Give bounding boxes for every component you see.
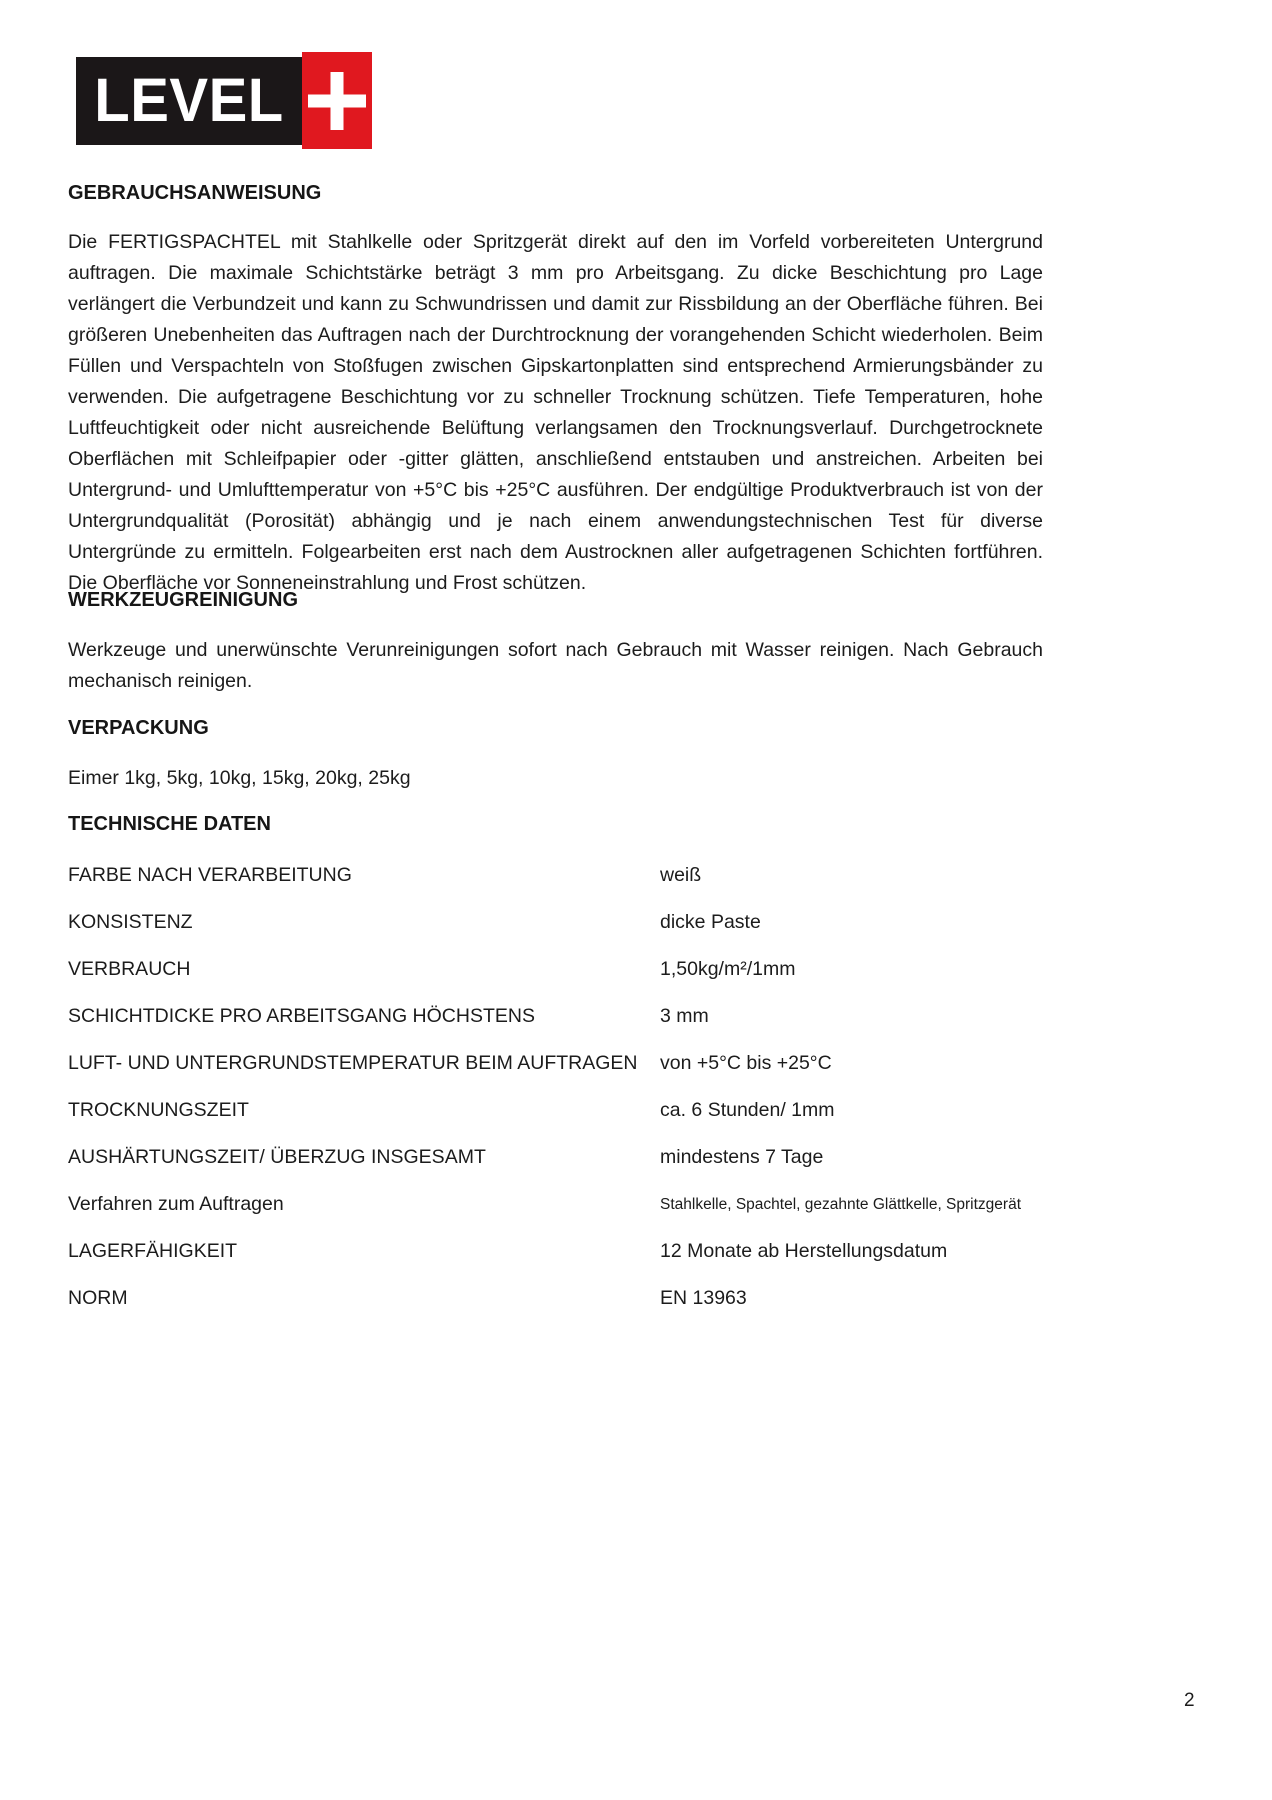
table-row [68, 946, 1043, 993]
section-heading-werkzeugreinigung: WERKZEUGREINIGUNG [68, 589, 298, 611]
logo-black-box [76, 57, 302, 145]
table-row-value: mindestens 7 Tage [660, 1146, 824, 1168]
table-row-label: VERBRAUCH [68, 958, 191, 980]
table-row-label: TROCKNUNGSZEIT [68, 1099, 249, 1121]
table-row [68, 852, 1043, 899]
table-row-label: NORM [68, 1287, 128, 1309]
level-plus-logo [76, 52, 372, 149]
table-row-label: SCHICHTDICKE PRO ARBEITSGANG HÖCHSTENS [68, 1005, 535, 1027]
table-row-label: KONSISTENZ [68, 911, 193, 933]
table-row-value: 12 Monate ab Herstellungsdatum [660, 1240, 948, 1262]
technical-data-table [68, 852, 1043, 1322]
table-row-value: 3 mm [660, 1005, 709, 1027]
table-row [68, 1040, 1043, 1087]
table-row-value: Stahlkelle, Spachtel, gezahnte Glättkelle, Spritzgerät [660, 1195, 1022, 1213]
table-row [68, 993, 1043, 1040]
page-number: 2 [1184, 1690, 1195, 1711]
table-row [68, 1087, 1043, 1134]
plus-icon [302, 52, 372, 149]
table-row [68, 1181, 1043, 1228]
section-heading-gebrauchsanweisung: GEBRAUCHSANWEISUNG [68, 182, 322, 204]
table-row-value: ca. 6 Stunden/ 1mm [660, 1099, 835, 1121]
table-row [68, 1134, 1043, 1181]
table-row [68, 1275, 1043, 1322]
table-row-value: EN 13963 [660, 1287, 747, 1309]
table-row-label: LUFT- UND UNTERGRUNDSTEMPERATUR BEIM AUFTRAGEN [68, 1052, 638, 1074]
table-row [68, 1228, 1043, 1275]
table-row-value: von +5°C bis +25°C [660, 1052, 832, 1074]
logo-text: LEVEL [94, 65, 284, 135]
section-heading-verpackung: VERPACKUNG [68, 717, 209, 739]
table-row-label: Verfahren zum Auftragen [68, 1193, 284, 1215]
table-row [68, 899, 1043, 946]
table-row-label: LAGERFÄHIGKEIT [68, 1240, 238, 1262]
table-row-value: 1,50kg/m²/1mm [660, 958, 796, 980]
table-row-label: AUSHÄRTUNGSZEIT/ ÜBERZUG INSGESAMT [68, 1146, 486, 1168]
table-row-value: dicke Paste [660, 911, 761, 933]
paragraph-werkzeugreinigung: Werkzeuge und unerwünschte Verunreinigungen sofort nach Gebrauch mit Wasser reinigen. Nach Gebrauch mechanisch reinigen. [68, 639, 1043, 692]
table-row-label: FARBE NACH VERARBEITUNG [68, 864, 352, 886]
plus-icon-horizontal-bar [308, 94, 366, 107]
paragraph-verpackung: Eimer 1kg, 5kg, 10kg, 15kg, 20kg, 25kg [68, 767, 411, 789]
paragraph-gebrauchsanweisung: Die FERTIGSPACHTEL mit Stahlkelle oder Spritzgerät direkt auf den im Vorfeld vorbereiteten Untergrund auftragen. Die maximale Schichtstärke beträgt 3 mm pro Arbeitsgang. Zu dicke Beschichtung pro Lage verlängert die Verbundzeit und kann zu Schwundrissen und damit zur Rissbildung an der Oberfläche führen. Bei größeren Unebenheiten das Auftragen nach der Durchtrocknung der vorangehenden Schicht wiederholen. Beim Füllen und Verspachteln von Stoßfugen zwischen Gipskartonplatten sind entsprechend Armierungsbänder zu verwenden. Die aufgetragene Beschichtung vor zu schneller Trocknung schützen. Tiefe Temperaturen, hohe Luftfeuchtigkeit oder nicht ausreichende Belüftung verlangsamen den Trocknungsverlauf. Durchgetrocknete Oberflächen mit Schleifpapier oder -gitter glätten, anschließend entstauben und anstreichen. Arbeiten bei Untergrund- und Umlufttemperatur von +5°C bis +25°C ausführen. Der endgültige Produktverbrauch ist von der Untergrundqualität (Porosität) abhängig und je nach einem anwendungstechnischen Test für diverse Untergründe zu ermitteln. Folgearbeiten erst nach dem Austrocknen aller aufgetragenen Schichten fortführen. Die Oberfläche vor Sonneneinstrahlung und Frost schützen. [68, 231, 1043, 594]
section-heading-technische-daten: TECHNISCHE DATEN [68, 813, 271, 835]
table-row-value: weiß [660, 864, 702, 886]
